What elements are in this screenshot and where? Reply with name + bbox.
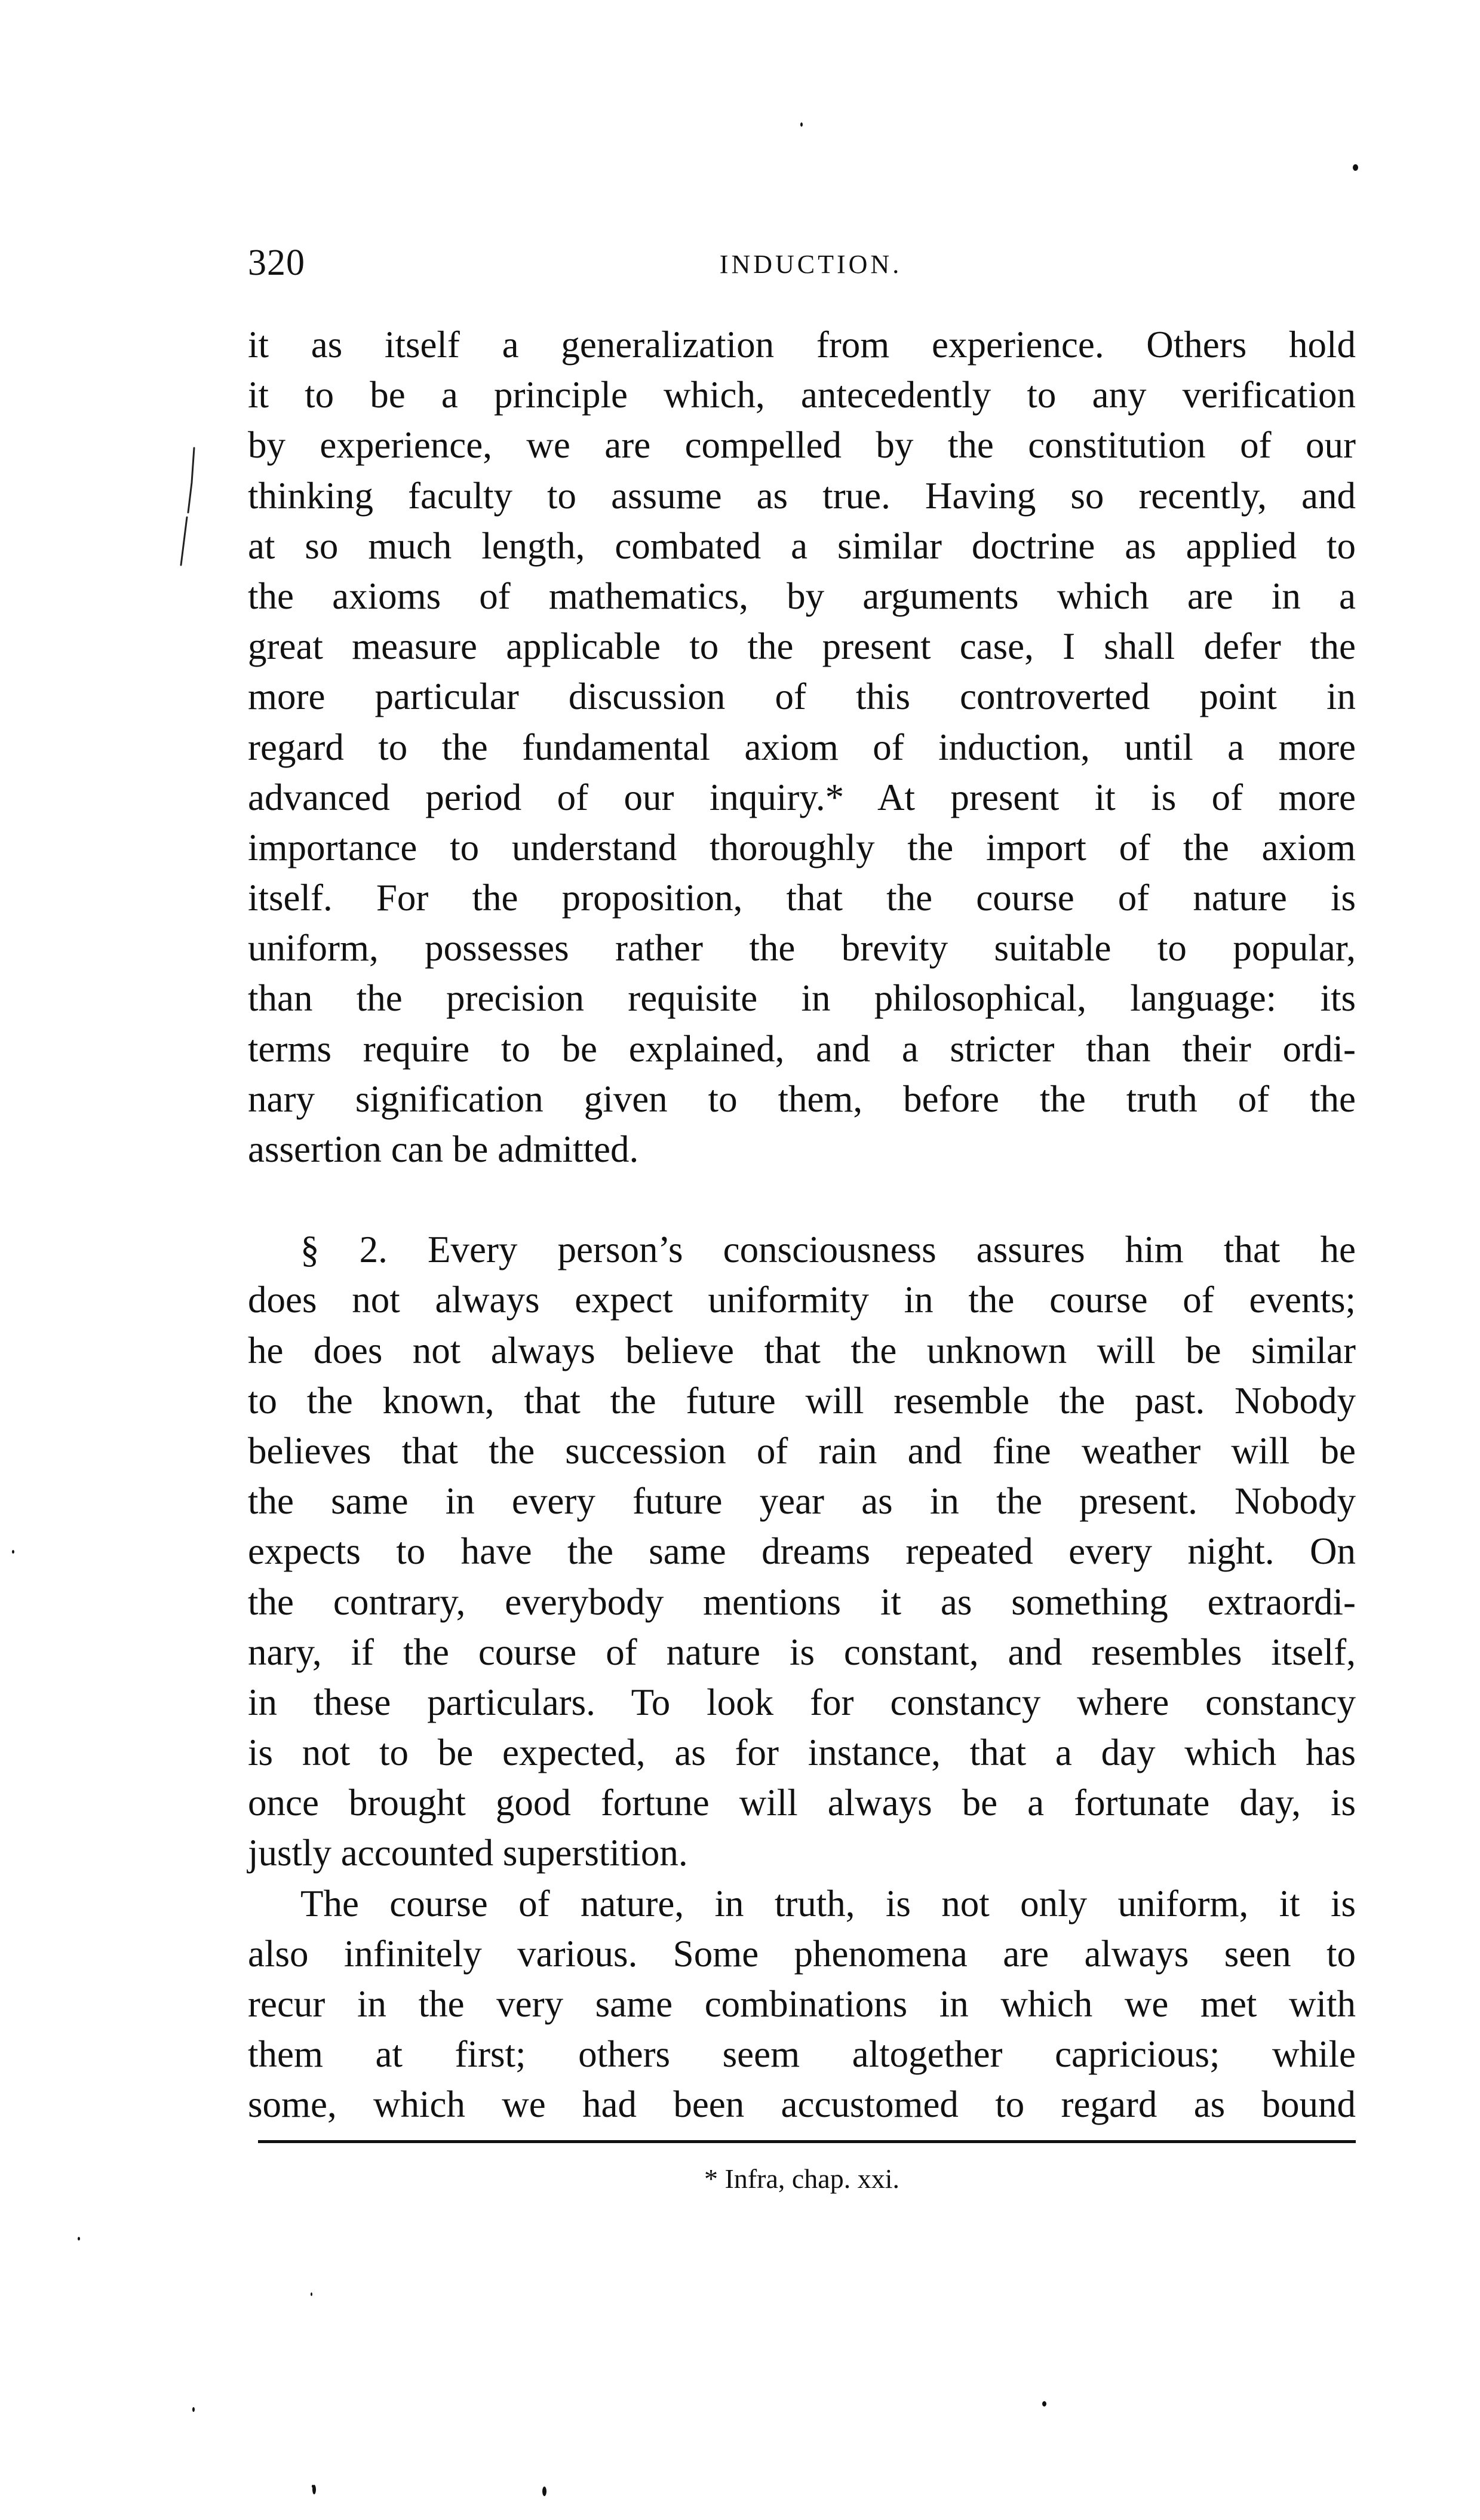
text-line: importance to understand thoroughly the import of the axiom	[248, 826, 1356, 868]
footnote: * Infra, chap. xxi.	[704, 2163, 899, 2194]
paragraph-1	[248, 320, 1356, 1174]
body-text	[248, 320, 1356, 2130]
page-number: 320	[248, 243, 305, 283]
text-line: to the known, that the future will resemble the past. Nobody	[248, 1379, 1356, 1422]
text-line: great measure applicable to the present case, I shall defer the	[248, 625, 1356, 668]
text-line: nary signification given to them, before the truth of the	[248, 1078, 1356, 1120]
text-line: it as itself a generalization from experience. Others hold	[248, 324, 1356, 366]
text-line: once brought good fortune will always be a fortunate day, is	[248, 1782, 1356, 1824]
text-line: the axioms of mathematics, by arguments which are in a	[248, 575, 1356, 617]
scan-speck	[1353, 164, 1358, 171]
text-line: the same in every future year as in the present. Nobody	[248, 1480, 1356, 1523]
text-line: justly accounted superstition.	[248, 1832, 688, 1874]
scan-speck	[312, 2485, 316, 2494]
text-line: does not always expect uniformity in the course of events;	[248, 1279, 1356, 1321]
section-heading-line: § 2. Every person’s consciousness assures him that he	[300, 1229, 1356, 1271]
text-line: the contrary, everybody mentions it as something extraordi-	[248, 1580, 1356, 1623]
section-gap	[248, 1174, 1356, 1224]
scan-speck	[1042, 2401, 1046, 2407]
text-line: them at first; others seem altogether capricious; while	[248, 2033, 1356, 2076]
text-line: assertion can be admitted.	[248, 1128, 639, 1170]
text-line: thinking faculty to assume as true. Having so recently, and	[248, 474, 1356, 517]
text-line: uniform, possesses rather the brevity suitable to popular,	[248, 927, 1356, 969]
scan-speck	[311, 2292, 312, 2296]
pencil-margin-mark-icon	[176, 447, 200, 566]
section-2-paragraph	[248, 1224, 1356, 1878]
text-line: terms require to be explained, and a stricter than their ordi-	[248, 1027, 1356, 1070]
text-line: he does not always believe that the unknown will be similar	[248, 1329, 1356, 1371]
text-line: is not to be expected, as for instance, that a day which has	[248, 1732, 1356, 1774]
text-line: some, which we had been accustomed to regard as bound	[248, 2083, 1356, 2126]
text-line: itself. For the proposition, that the course of nature is	[248, 877, 1356, 919]
text-line: by experience, we are compelled by the constitution of our	[248, 424, 1356, 466]
scan-speck	[78, 2237, 80, 2240]
text-line: regard to the fundamental axiom of induction, until a more	[248, 726, 1356, 768]
text-line: also infinitely various. Some phenomena are always seen to	[248, 1932, 1356, 1975]
scan-speck	[542, 2487, 546, 2496]
running-head	[248, 242, 1356, 284]
text-line: it to be a principle which, antecedently to any verification	[248, 374, 1356, 416]
text-line: recur in the very same combinations in which we met with	[248, 1983, 1356, 2025]
text-line: in these particulars. To look for constancy where constancy	[248, 1681, 1356, 1723]
scan-speck	[800, 122, 803, 127]
text-line: nary, if the course of nature is constant, and resembles itself,	[248, 1631, 1356, 1673]
text-line: more particular discussion of this controverted point in	[248, 676, 1356, 718]
text-line: believes that the succession of rain and fine weather will be	[248, 1429, 1356, 1472]
text-line-with-footnote-ref: advanced period of our inquiry.* At present it is of more	[248, 776, 1356, 818]
text-line: at so much length, combated a similar doctrine as applied to	[248, 524, 1356, 567]
text-line: The course of nature, in truth, is not only uniform, it is	[300, 1882, 1356, 1924]
scan-speck	[192, 2407, 195, 2412]
text-line: expects to have the same dreams repeated every night. On	[248, 1530, 1356, 1573]
footnote-divider	[258, 2140, 1356, 2143]
text-line: than the precision requisite in philosophical, language: its	[248, 977, 1356, 1020]
scan-speck	[12, 1550, 14, 1554]
running-title: INDUCTION.	[719, 250, 902, 279]
paragraph-3	[248, 1879, 1356, 2130]
